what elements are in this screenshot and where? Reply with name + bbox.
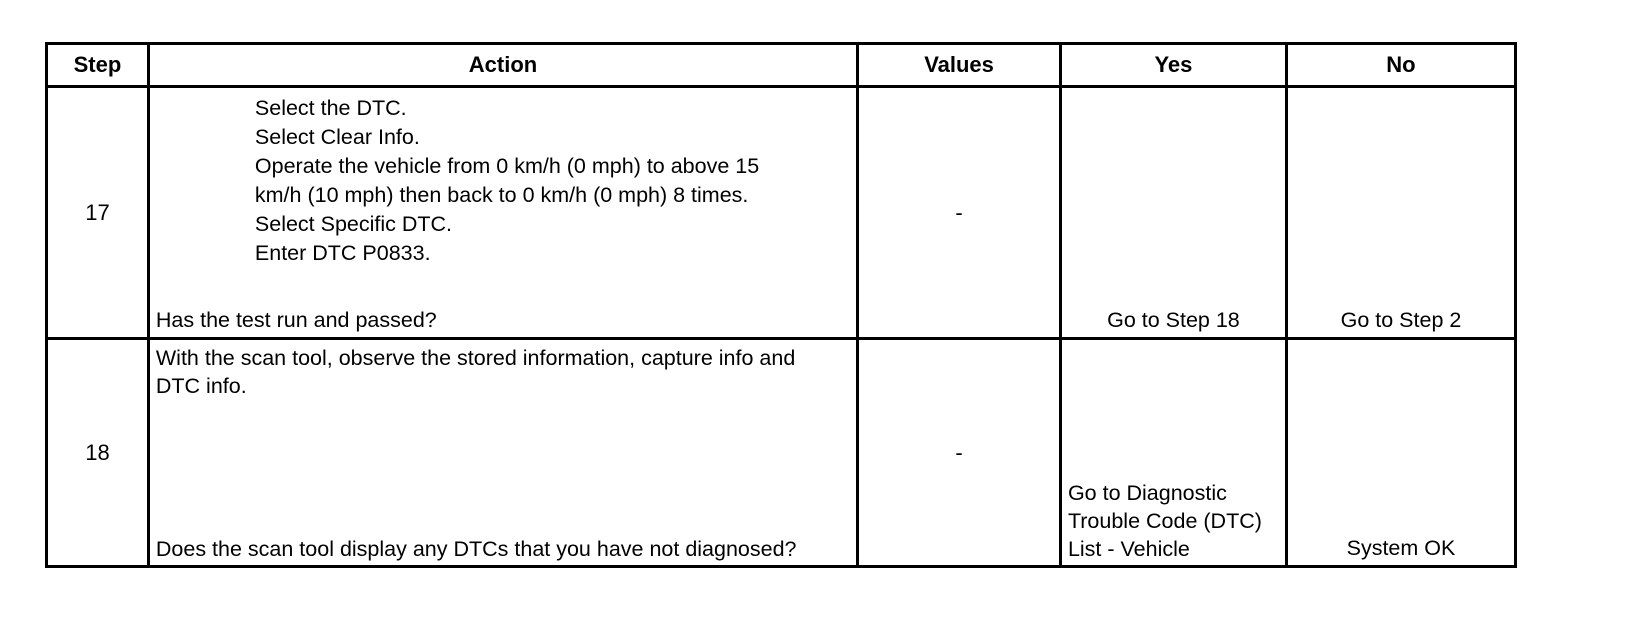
- header-step: Step: [47, 44, 149, 87]
- table-row: [47, 87, 1516, 339]
- no-cell: [1286, 87, 1515, 339]
- action-line: Operate the vehicle from 0 km/h (0 mph) to above 15: [254, 154, 760, 178]
- no-result: System OK: [1346, 536, 1456, 560]
- action-line: Select Specific DTC.: [254, 212, 453, 236]
- step-number: 17: [47, 87, 149, 339]
- no-cell: [1286, 339, 1515, 567]
- action-question: Does the scan tool display any DTCs that you have not diagnosed?: [155, 537, 797, 561]
- action-cell: [148, 87, 857, 339]
- yes-result: Go to Step 18: [1107, 308, 1240, 332]
- no-result: Go to Step 2: [1340, 308, 1462, 332]
- header-row: [47, 44, 1516, 87]
- step-number: 18: [47, 339, 149, 567]
- action-line: Select the DTC.: [254, 96, 407, 120]
- action-question: Has the test run and passed?: [155, 308, 437, 332]
- action-intro: With the scan tool, observe the stored information, capture info and DTC info.: [155, 346, 796, 398]
- yes-cell: [1060, 339, 1286, 567]
- action-line: km/h (10 mph) then back to 0 km/h (0 mph) 8 times.: [254, 183, 749, 207]
- table-row: [47, 339, 1516, 567]
- yes-result: Go to Diagnostic Trouble Code (DTC) List - Vehicle: [1067, 481, 1262, 561]
- action-steps: [255, 94, 852, 268]
- header-yes: Yes: [1060, 44, 1286, 87]
- action-line: Select Clear Info.: [254, 125, 420, 149]
- action-cell: [148, 339, 857, 567]
- header-no: No: [1286, 44, 1515, 87]
- action-line: Enter DTC P0833.: [254, 241, 431, 265]
- header-action: Action: [148, 44, 857, 87]
- values-cell: -: [858, 87, 1061, 339]
- yes-cell: [1060, 87, 1286, 339]
- header-values: Values: [858, 44, 1061, 87]
- values-cell: -: [858, 339, 1061, 567]
- diagnostic-table: [45, 42, 1517, 568]
